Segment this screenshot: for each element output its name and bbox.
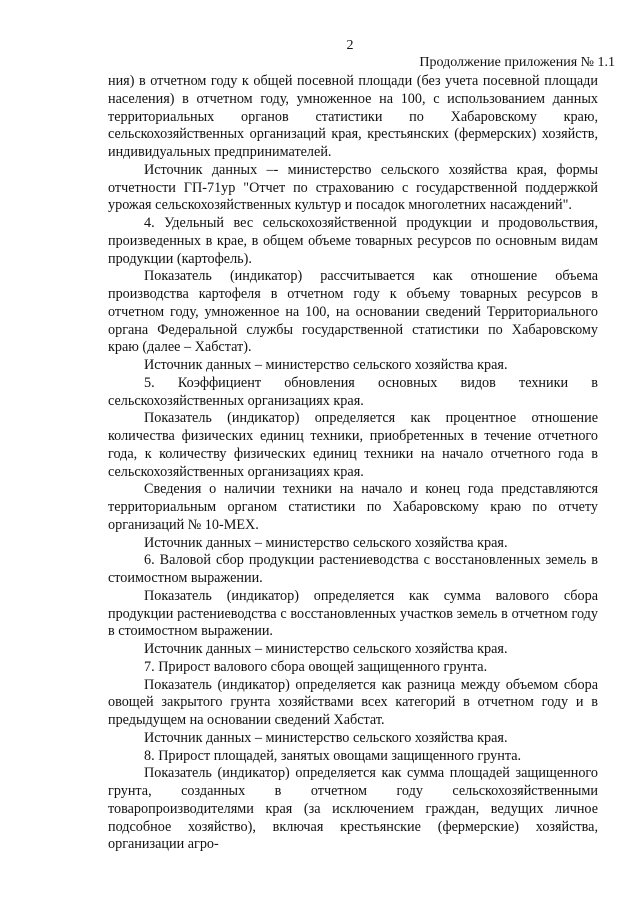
- document-body: [108, 73, 598, 854]
- paragraph: 4. Удельный вес сельскохозяйственной продукции и продовольствия, произведенных в крае, в общем объеме товарных ресурсов по основным видам продукции (картофель).: [108, 215, 598, 267]
- paragraph: Сведения о наличии техники на начало и конец года представляются территориальным органом статистики по Хабаровскому краю по отчету организаций № 10-МЕХ.: [108, 481, 598, 533]
- paragraph: Показатель (индикатор) определяется как сумма валового сбора продукции растениеводства с восстановленных участков земель в отчетном году в стоимостном выражении.: [108, 587, 598, 640]
- paragraph: 7. Прирост валового сбора овощей защищенного грунта.: [144, 658, 488, 675]
- paragraph: Показатель (индикатор) рассчитывается как отношение объема производства картофеля в отчетном году к объему товарных ресурсов в отчетном году, умноженное на 100, на основании сведений Территориального органа Федеральной службы государственной статистики по Хабаровскому краю (далее – Хабстат).: [108, 268, 598, 356]
- paragraph: Источник данных – министерство сельского хозяйства края.: [144, 357, 508, 373]
- paragraph: Показатель (индикатор) определяется как сумма площадей защищенного грунта, созданных в отчетном году сельскохозяйственными товаропроизводителями края (за исключением граждан, ведущих личное подсобное хозяйство), включая крестьянские (фермерские) хозяйства, организации агро-: [108, 765, 598, 853]
- paragraph: Источник данных –- министерство сельского хозяйства края, формы отчетности ГП-71ур "Отчет по страхованию с государственной поддержкой урожая сельскохозяйственных культур и посадок многолетних насаждений".: [108, 161, 598, 214]
- paragraph: 6. Валовой сбор продукции растениеводства с восстановленных земель в стоимостном выражении.: [108, 552, 598, 586]
- paragraph: 5. Коэффициент обновления основных видов техники в сельскохозяйственных организациях края.: [108, 374, 598, 409]
- appendix-header: Продолжение приложения № 1.1: [419, 55, 615, 70]
- page-number: 2: [346, 38, 354, 53]
- paragraph: Показатель (индикатор) определяется как процентное отношение количества физических единиц техники, приобретенных в течение отчетного года, к количеству физических единиц техники на начало отчетного года в сельскохозяйственных организациях края.: [108, 410, 598, 480]
- paragraph: Показатель (индикатор) определяется как разница между объемом сбора овощей закрытого грунта хозяйствами всех категорий в отчетном году и в предыдущем на основании сведений Хабстат.: [108, 676, 598, 728]
- paragraph: Источник данных – министерство сельского хозяйства края.: [144, 729, 508, 746]
- paragraph: Источник данных – министерство сельского хозяйства края.: [144, 641, 508, 657]
- paragraph: 8. Прирост площадей, занятых овощами защищенного грунта.: [144, 747, 522, 764]
- paragraph: ния) в отчетном году к общей посевной площади (без учета посевной площади населения) в отчетном году, умноженное на 100, с использованием данных территориальных органов статистики по Хабаровскому краю, сельскохозяйственных организаций края, крестьянских (фермерских) хозяйств, индивидуальных предпринимателей.: [108, 73, 598, 160]
- paragraph: Источник данных – министерство сельского хозяйства края.: [144, 534, 508, 551]
